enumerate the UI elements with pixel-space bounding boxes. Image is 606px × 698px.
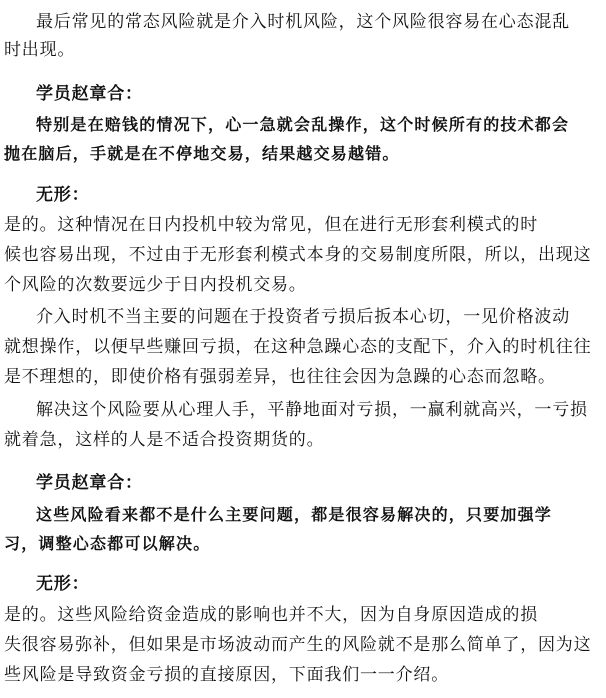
speaker-wuxing-1: 无形：: [36, 185, 90, 205]
paragraph-solution-line-2: 就着急，这样的人是不适合投资期货的。: [4, 430, 325, 450]
paragraph-1-line-1: 最后常见的常态风险就是介入时机风险，这个风险很容易在心态混乱: [36, 12, 570, 32]
wuxing-2-line-2: 失很容易弥补，但如果是市场波动而产生的风险就不是那么简单了，因为这: [4, 635, 592, 655]
student-2-line-1: 这些风险看来都不是什么主要问题，都是很容易解决的，只要加强学: [36, 505, 553, 524]
paragraph-timing-line-1: 介入时机不当主要的问题在于投资者亏损后扳本心切，一见价格波动: [36, 307, 570, 327]
paragraph-1-line-2: 时出现。: [4, 40, 76, 60]
paragraph-timing-line-2: 就想操作，以便早些赚回亏损，在这种急躁心态的支配下，介入的时机往往: [4, 337, 592, 357]
wuxing-1-line-2: 候也容易出现，不过由于无形套利模式本身的交易制度所限，所以，出现这: [4, 245, 592, 265]
student-1-line-2: 抛在脑后，手就是在不停地交易，结果越交易越错。: [4, 144, 400, 163]
wuxing-1-line-1: 是的。这种情况在日内投机中较为常见，但在进行无形套利模式的时: [4, 215, 538, 235]
student-1-line-1: 特别是在赔钱的情况下，心一急就会乱操作，这个时候所有的技术都会: [36, 115, 570, 134]
paragraph-timing-line-3: 是不理想的，即使价格有强弱差异，也往往会因为急躁的心态而忽略。: [4, 367, 556, 387]
speaker-wuxing-2: 无形：: [36, 574, 90, 594]
speaker-student-2: 学员赵章合：: [36, 473, 143, 493]
speaker-student-1: 学员赵章合：: [36, 84, 143, 104]
wuxing-1-line-3: 个风险的次数要远少于日内投机交易。: [4, 275, 307, 295]
wuxing-2-line-1: 是的。这些风险给资金造成的影响也并不大，因为自身原因造成的损: [4, 605, 538, 625]
paragraph-solution-line-1: 解决这个风险要从心理人手，平静地面对亏损，一赢利就高兴，一亏损: [36, 400, 588, 420]
wuxing-2-line-3: 些风险是导致资金亏损的直接原因，下面我们一一介绍。: [4, 665, 449, 685]
student-2-line-2: 习，调整心态都可以解决。: [4, 534, 211, 553]
